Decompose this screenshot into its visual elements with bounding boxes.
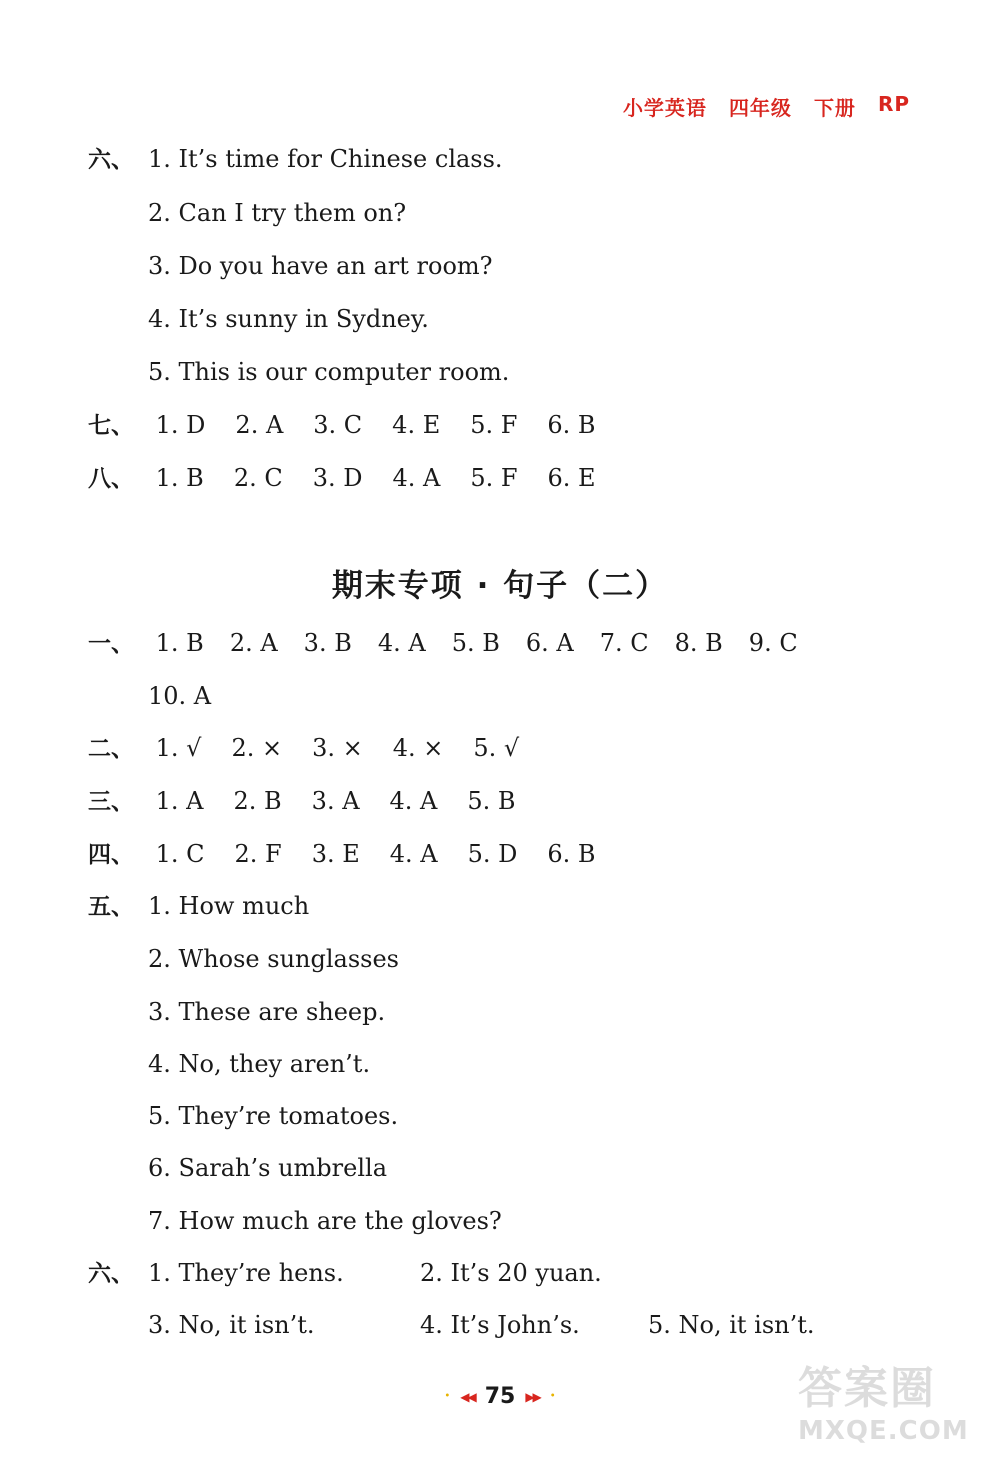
- choice: 1. A: [155, 787, 204, 815]
- choice: 1. B: [155, 629, 204, 657]
- choice: 5. B: [467, 787, 516, 815]
- choice: 2. B: [233, 787, 282, 815]
- choice: 3. A: [311, 787, 360, 815]
- group-label: 七、: [88, 413, 134, 439]
- group-label: 三、: [88, 789, 134, 815]
- group-label: 六、: [88, 1261, 134, 1287]
- answer-line: 6. Sarah’s umbrella: [148, 1154, 388, 1182]
- answer-line: 1. It’s time for Chinese class.: [148, 145, 503, 173]
- answer-group-four: [88, 839, 626, 870]
- choice: 3. B: [303, 629, 352, 657]
- page-header: [623, 92, 910, 121]
- choice: 5. D: [467, 840, 518, 868]
- group-label: 二、: [88, 736, 134, 762]
- choice: 2. ×: [231, 734, 283, 762]
- answer-group-seven: [88, 410, 626, 441]
- answer-group-eight: [88, 463, 626, 494]
- choice: 1. √: [155, 734, 202, 762]
- choice: 1. B: [155, 464, 204, 492]
- choice: 6. A: [525, 629, 574, 657]
- group-label: 一、: [88, 631, 134, 657]
- header-grade: 四年级: [728, 96, 792, 120]
- answer-line: 10. A: [148, 682, 212, 710]
- answer-line: 3. Do you have an art room?: [148, 252, 493, 280]
- choice: 3. D: [312, 464, 363, 492]
- answer-line: 5. No, it isn’t.: [648, 1311, 815, 1339]
- choice: 6. B: [547, 840, 596, 868]
- choice: 9. C: [748, 629, 798, 657]
- answer-line: 5. This is our computer room.: [148, 358, 510, 386]
- answer-line: 2. Can I try them on?: [148, 199, 407, 227]
- watermark-bottom: MXQE.COM: [798, 1416, 969, 1446]
- choice: 5. B: [451, 629, 500, 657]
- answer-line: 5. They’re tomatoes.: [148, 1102, 399, 1130]
- answer-line: 4. No, they aren’t.: [148, 1050, 371, 1078]
- page-footer: [420, 1384, 580, 1409]
- right-arrows-icon: ▶▶: [525, 1389, 540, 1404]
- header-edition: RP: [877, 92, 910, 116]
- choice: 4. A: [389, 787, 438, 815]
- choice: 3. ×: [312, 734, 363, 762]
- header-subject: 小学英语: [622, 96, 707, 120]
- choice: 2. A: [235, 411, 284, 439]
- choice: 2. F: [234, 840, 282, 868]
- dot-icon: •: [549, 1391, 556, 1402]
- dot-icon: •: [444, 1391, 451, 1402]
- answer-line: 7. How much are the gloves?: [148, 1207, 502, 1235]
- choice: 5. F: [470, 464, 518, 492]
- answer-group-three: [88, 786, 546, 817]
- answer-line: 4. It’s sunny in Sydney.: [148, 305, 429, 333]
- choice: 4. A: [389, 840, 438, 868]
- group-label: 八、: [88, 466, 134, 492]
- page-number: 75: [484, 1384, 516, 1409]
- answer-line: 2. Whose sunglasses: [148, 945, 399, 973]
- choice: 4. E: [392, 411, 441, 439]
- watermark: [798, 1352, 978, 1448]
- choice: 2. C: [233, 464, 283, 492]
- choice: 6. B: [547, 411, 596, 439]
- answer-line: 1. They’re hens.: [148, 1259, 344, 1287]
- choice: 1. D: [155, 411, 206, 439]
- answer-line: 2. It’s 20 yuan.: [420, 1259, 602, 1287]
- answer-group-two: [88, 733, 549, 764]
- answer-line: 3. These are sheep.: [148, 998, 386, 1026]
- left-arrows-icon: ◀◀: [460, 1389, 475, 1404]
- group-label: 五、: [88, 894, 134, 920]
- header-volume: 下册: [813, 96, 856, 120]
- choice: 6. E: [547, 464, 596, 492]
- answer-group-six-a: [88, 144, 503, 175]
- choice: 3. E: [311, 840, 360, 868]
- watermark-top: 答案圈: [798, 1363, 936, 1414]
- choice: 4. ×: [392, 734, 444, 762]
- choice: 2. A: [229, 629, 278, 657]
- choice: 4. A: [392, 464, 441, 492]
- answer-group-five: [88, 891, 309, 922]
- choice: 5. √: [473, 734, 520, 762]
- choice: 7. C: [599, 629, 649, 657]
- answer-line: 1. How much: [148, 892, 310, 920]
- choice: 4. A: [377, 629, 426, 657]
- choice: 1. C: [155, 840, 205, 868]
- answer-group-six-b: [88, 1258, 344, 1289]
- choice: 8. B: [674, 629, 723, 657]
- group-label: 四、: [88, 842, 134, 868]
- choice: 3. C: [313, 411, 363, 439]
- group-label: 六、: [88, 147, 134, 173]
- answer-group-one: [88, 628, 798, 659]
- answer-line: 4. It’s John’s.: [420, 1311, 580, 1339]
- section-title: 期末专项 · 句子（二）: [331, 568, 669, 604]
- answer-line: 3. No, it isn’t.: [148, 1311, 315, 1339]
- choice: 5. F: [470, 411, 518, 439]
